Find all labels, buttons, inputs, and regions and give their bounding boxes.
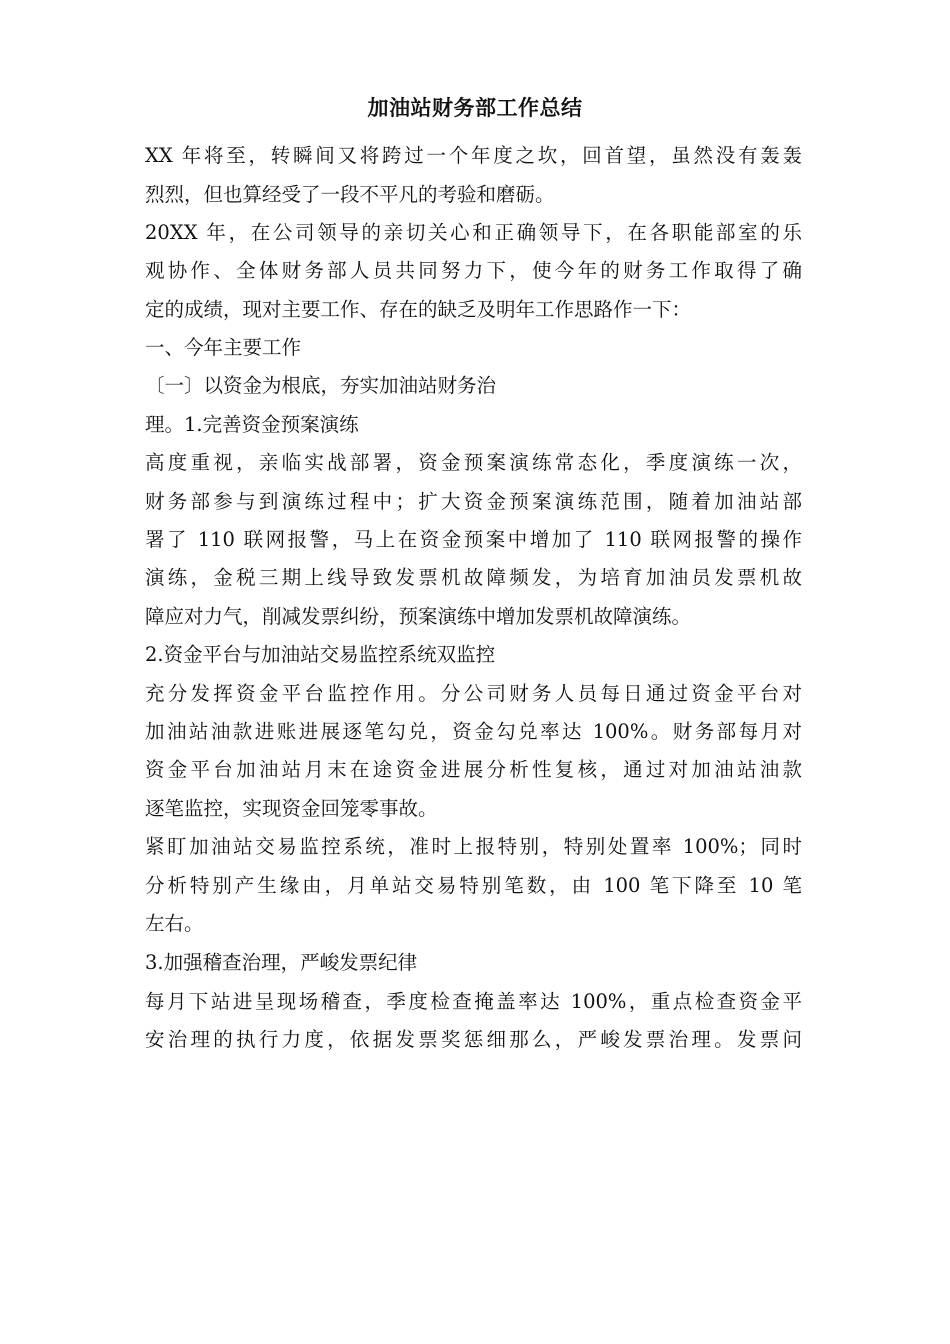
- section-heading: 一、今年主要工作: [145, 336, 302, 359]
- paragraph-line: 观协作、全体财务部人员共同努力下，使今年的财务工作取得了确: [145, 259, 802, 282]
- subsection-heading: 2.资金平台与加油站交易监控系统双监控: [145, 643, 496, 666]
- paragraph-line: 每月下站进呈现场稽查，季度检查掩盖率达 100%，重点检查资金平: [145, 990, 802, 1013]
- subsection-heading: 〔一〕以资金为根底，夯实加油站财务治: [145, 374, 497, 397]
- document-title: 加油站财务部工作总结: [367, 95, 583, 120]
- paragraph-line: 演练，金税三期上线导致发票机故障频发，为培育加油员发票机故: [145, 566, 802, 589]
- subsection-heading: 3.加强稽查治理，严峻发票纪律: [145, 951, 418, 974]
- paragraph-line: 财务部参与到演练过程中；扩大资金预案演练范围，随着加油站部: [145, 490, 802, 513]
- paragraph-line: 定的成绩，现对主要工作、存在的缺乏及明年工作思路作一下：: [145, 298, 692, 321]
- paragraph-line: 安治理的执行力度，依据发票奖惩细那么，严峻发票治理。发票问: [145, 1028, 802, 1051]
- paragraph-line: 加油站油款进账进展逐笔勾兑，资金勾兑率达 100%。财务部每月对: [145, 720, 802, 743]
- paragraph-line: 逐笔监控，实现资金回笼零事故。: [145, 797, 438, 820]
- paragraph-line: 资金平台加油站月末在途资金进展分析性复核，通过对加油站油款: [145, 758, 802, 781]
- paragraph-line: 左右。: [145, 912, 204, 935]
- subsection-heading: 理。1.完善资金预案演练: [145, 413, 359, 436]
- paragraph-line: 分析特别产生缘由，月单站交易特别笔数，由 100 笔下降至 10 笔: [145, 874, 802, 897]
- paragraph-line: 高度重视，亲临实战部署，资金预案演练常态化，季度演练一次，: [145, 451, 802, 474]
- paragraph-line: 紧盯加油站交易监控系统，准时上报特别，特别处置率 100%；同时: [145, 835, 802, 858]
- paragraph-line: 署了 110 联网报警，马上在资金预案中增加了 110 联网报警的操作: [145, 528, 802, 551]
- paragraph-line: XX 年将至，转瞬间又将跨过一个年度之坎，回首望，虽然没有轰轰: [145, 144, 802, 167]
- paragraph-line: 充分发挥资金平台监控作用。分公司财务人员每日通过资金平台对: [145, 682, 802, 705]
- paragraph-line: 障应对力气，削减发票纠纷，预案演练中增加发票机故障演练。: [145, 605, 692, 628]
- paragraph-line: 20XX 年，在公司领导的亲切关心和正确领导下，在各职能部室的乐: [145, 221, 802, 244]
- paragraph-line: 烈烈，但也算经受了一段不平凡的考验和磨砺。: [145, 183, 555, 206]
